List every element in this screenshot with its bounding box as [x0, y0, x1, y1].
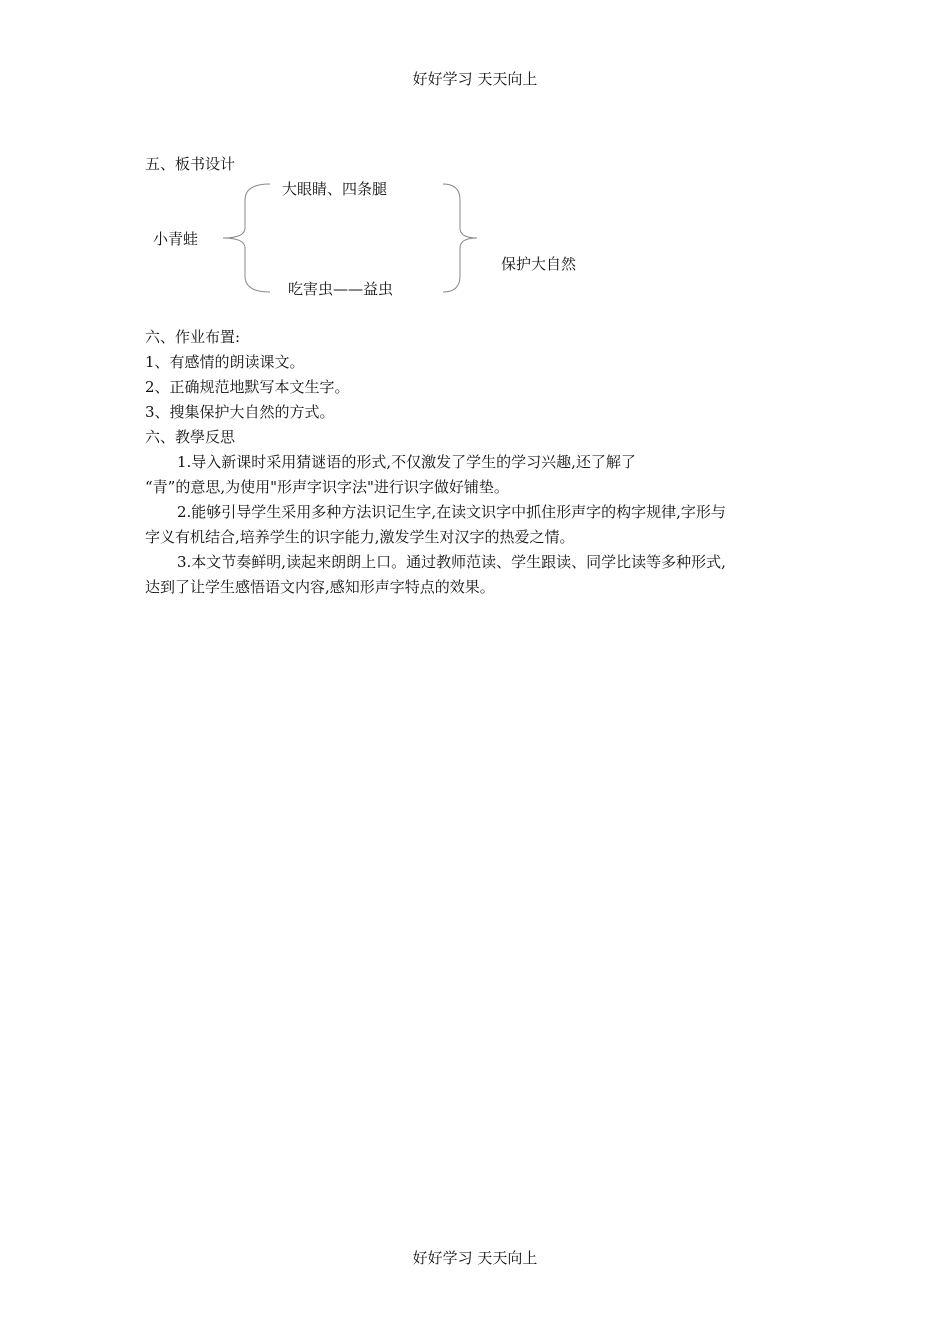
homework-item: 2、正确规范地默写本文生字。	[145, 378, 350, 396]
reflection-paragraph-line: 3.本文节奏鲜明,读起来朗朗上口。通过教师范读、学生跟读、同学比读等多种形式,	[177, 553, 726, 571]
reflection-paragraph-line: 2.能够引导学生采用多种方法识记生字,在读文识字中抓住形声字的构字规律,字形与	[177, 503, 726, 521]
left-brace	[223, 184, 270, 292]
reflection-paragraph-line: 1.导入新课时采用猜谜语的形式,不仅激发了学生的学习兴趣,还了解了	[177, 453, 636, 471]
homework-item: 3、搜集保护大自然的方式。	[145, 403, 335, 421]
reflection-paragraph-line: 达到了让学生感悟语文内容,感知形声字特点的效果。	[145, 578, 495, 596]
homework-item: 1、有感情的朗读课文。	[145, 353, 305, 371]
homework-title: 六、作业布置:	[145, 328, 241, 346]
reflection-paragraph-line: 字义有机结合,培养学生的识字能力,激发学生对汉字的热爱之情。	[145, 528, 575, 546]
reflection-title: 六、教學反思	[145, 428, 236, 446]
board-bottom-item: 吃害虫——益虫	[288, 280, 394, 298]
page-footer: 好好学习 天天向上	[412, 1249, 538, 1267]
right-brace	[443, 184, 477, 292]
reflection-paragraph-line: “青”的意思,为使用"形声字识字法"进行识字做好铺垫。	[145, 478, 509, 496]
board-conclusion: 保护大自然	[501, 255, 577, 273]
page-header: 好好学习 天天向上	[412, 70, 538, 88]
board-top-item: 大眼睛、四条腿	[282, 180, 388, 198]
board-title: 五、板书设计	[145, 155, 236, 173]
board-center-label: 小青蛙	[153, 230, 199, 248]
